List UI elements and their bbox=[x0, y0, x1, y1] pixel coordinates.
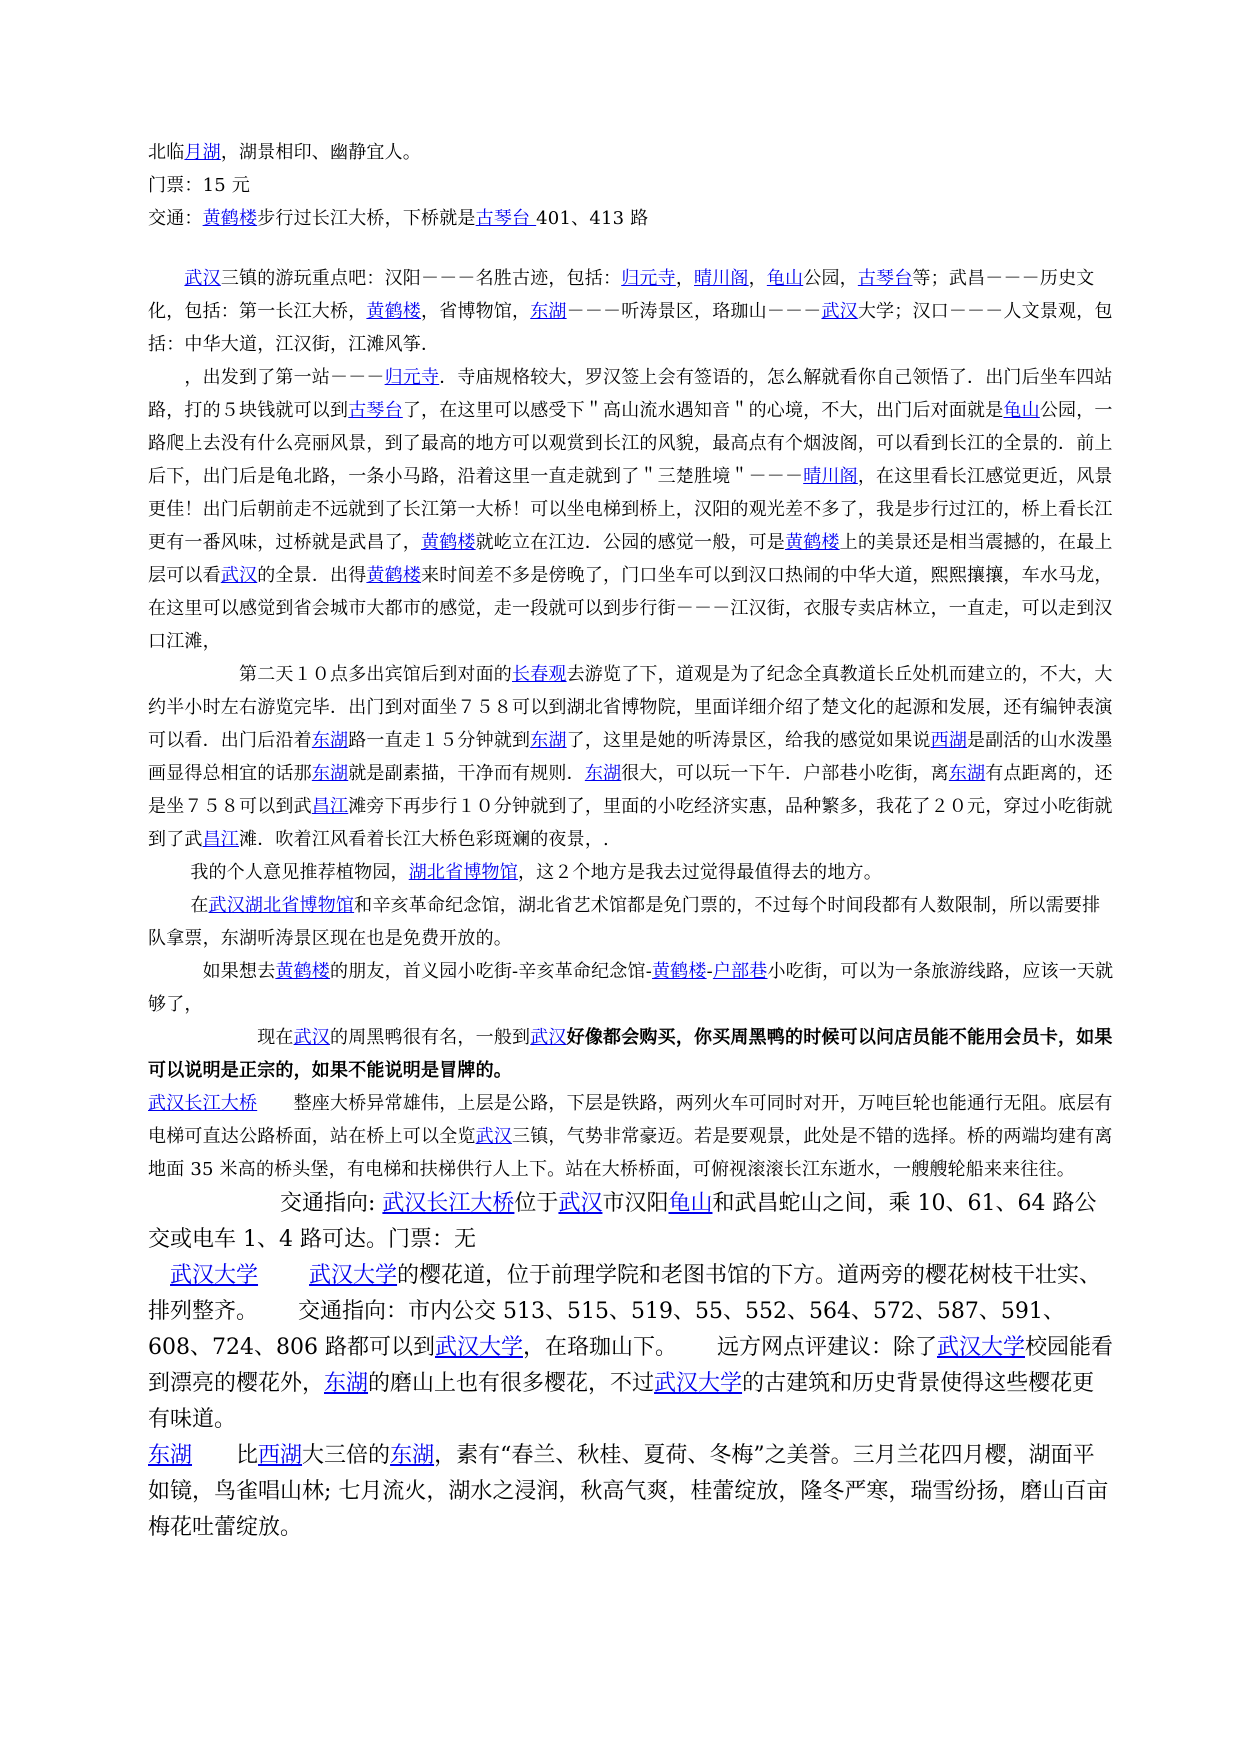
text-run: ．寺庙规格较大，罗汉签上会有签语的，怎么解就看你自己领悟了．出门后坐车四站路，打的５块钱就可以到 bbox=[148, 367, 1113, 421]
text-run: ，素有“春兰、秋桂、夏荷、冬梅”之美誉。三月兰花四月樱，湖面平如镜，鸟雀唱山林; 七月流火，湖水之浸润，秋高气爽，桂蕾绽放，隆冬严寒，瑞雪纷扬，磨山百亩梅花吐蕾绽放。 bbox=[148, 1443, 1109, 1540]
link-wuhan-university[interactable]: 武汉大学 bbox=[654, 1371, 743, 1396]
paragraph-route bbox=[148, 955, 1116, 1021]
link-guiyuansi[interactable]: 归元寺 bbox=[384, 367, 440, 388]
link-huanghelou[interactable]: 黄鹤楼 bbox=[366, 565, 422, 586]
link-wuhan[interactable]: 武汉 bbox=[293, 1027, 331, 1048]
text-run: ，在珞珈山下。 远方网点评建议：除了 bbox=[522, 1335, 937, 1360]
link-guishan[interactable]: 龟山 bbox=[668, 1191, 713, 1216]
link-wuhan[interactable]: 武汉 bbox=[475, 1126, 513, 1147]
document-body bbox=[148, 136, 1116, 1546]
link-guqintai[interactable]: 古琴台 bbox=[475, 208, 537, 229]
text-run: 和武昌蛇山之间，乘 10、61、64 路公交或电车 1、4 路可达。门票：无 bbox=[148, 1191, 1097, 1252]
text-run: 三镇的游玩重点吧：汉阳－－－名胜古迹，包括： bbox=[220, 268, 622, 289]
intro-location: 北临月湖，湖景相印、幽静宜人。 bbox=[148, 142, 422, 163]
link-qingchuange[interactable]: 晴川阁 bbox=[803, 466, 858, 487]
text-run: 就是副素描，干净而有规则． bbox=[348, 763, 585, 784]
text-run: 公园，一路爬上去没有什么亮丽风景，到了最高的地方可以观赏到长江的风貌，最高点有个烟波阁，可以看到长江的全景的．前上后下，出门后是龟北路，一条小马路，沿着这里一直走就到了＂三楚胜境＂－－－ bbox=[148, 400, 1113, 487]
link-guiyuansi[interactable]: 归元寺 bbox=[621, 268, 676, 289]
link-donghu[interactable]: 东湖 bbox=[390, 1443, 435, 1468]
link-wuhan-university[interactable]: 武汉大学 bbox=[434, 1335, 523, 1360]
text-run bbox=[148, 268, 184, 289]
link-wuhan-yangtze-bridge[interactable]: 武汉长江大桥 bbox=[148, 1093, 258, 1114]
text-run: 上的美景还是相当震撼的，在最上层可以看 bbox=[148, 532, 1113, 586]
link-huanghelou[interactable]: 黄鹤楼 bbox=[202, 208, 258, 229]
text-run: ， bbox=[675, 268, 695, 289]
paragraph-east-lake bbox=[148, 1438, 1116, 1546]
text-run: 的朋友，首义园小吃街-辛亥革命纪念馆- bbox=[330, 961, 652, 982]
text-run: 校园能看到漂亮的樱花外， bbox=[148, 1335, 1114, 1396]
link-wuhan-university[interactable]: 武汉大学 bbox=[309, 1263, 398, 1288]
link-huanghelou[interactable]: 黄鹤楼 bbox=[785, 532, 840, 553]
text-run: 滩．吹着江风看着长江大桥色彩斑斓的夜景，. bbox=[239, 829, 609, 850]
link-donghu[interactable]: 东湖 bbox=[324, 1371, 369, 1396]
link-changjiang[interactable]: 昌江 bbox=[202, 829, 240, 850]
text-run: ，这２个地方是我去过觉得最值得去的地方。 bbox=[517, 862, 882, 883]
text-run: 在 bbox=[148, 895, 209, 916]
text-run: 的全景．出得 bbox=[257, 565, 367, 586]
text-run: 的周黑鸭很有名，一般到 bbox=[330, 1027, 531, 1048]
link-xihu[interactable]: 西湖 bbox=[258, 1443, 303, 1468]
text-run: ，省博物馆， bbox=[421, 301, 531, 322]
paragraph-bridge-transport bbox=[148, 1186, 1116, 1258]
paragraph-free-tickets bbox=[148, 889, 1116, 955]
paragraph-wuhan-university bbox=[148, 1258, 1116, 1438]
text-run: 现在 bbox=[148, 1027, 294, 1048]
text-run: 整座大桥异常雄伟，上层是公路，下层是铁路，两列火车可同时对开，万吨巨轮也能通行无阻。底层有电梯可直达公路桥面，站在桥上可以全览 bbox=[148, 1093, 1113, 1147]
link-hubei-museum[interactable]: 湖北省博物馆 bbox=[408, 862, 518, 883]
link-wuhan-university[interactable]: 武汉大学 bbox=[170, 1263, 259, 1288]
text-run: －－－听涛景区，珞珈山－－－ bbox=[566, 301, 822, 322]
text-run: 的磨山上也有很多樱花，不过 bbox=[368, 1371, 655, 1396]
text-run: 我的个人意见推荐植物园， bbox=[148, 862, 409, 883]
link-wuhan[interactable]: 武汉 bbox=[558, 1191, 603, 1216]
paragraph-recommendation bbox=[148, 856, 1116, 889]
text-run: 交通指向: bbox=[148, 1191, 383, 1216]
text-run: 和辛亥革命纪念馆，湖北省艺术馆都是免门票的，不过每个时间段都有人数限制，所以需要排队拿票，东湖听涛景区现在也是免费开放的。 bbox=[148, 895, 1101, 949]
link-hubuxiang[interactable]: 户部巷 bbox=[712, 961, 768, 982]
text-run: 是副活的山水泼墨画显得总相宜的话那 bbox=[148, 730, 1113, 784]
link-wuhan-yangtze-bridge[interactable]: 武汉长江大桥 bbox=[382, 1191, 515, 1216]
text-run bbox=[148, 1263, 170, 1288]
text-run: 比 bbox=[192, 1443, 259, 1468]
text-run: 很大，可以玩一下午．户部巷小吃街，离 bbox=[621, 763, 949, 784]
link-donghu[interactable]: 东湖 bbox=[584, 763, 622, 784]
link-guishan[interactable]: 龟山 bbox=[1003, 400, 1040, 421]
text-run: 市汉阳 bbox=[602, 1191, 669, 1216]
link-donghu[interactable]: 东湖 bbox=[148, 1443, 193, 1468]
link-xihu[interactable]: 西湖 bbox=[930, 730, 968, 751]
text-run: 滩旁下再步行１０分钟就到了，里面的小吃经济实惠，品种繁多，我花了２０元，穿过小吃街就到了武 bbox=[148, 796, 1113, 850]
link-wuhan[interactable]: 武汉 bbox=[220, 565, 258, 586]
text-run: 的古建筑和历史背景使得这些樱花更有味道。 bbox=[148, 1371, 1095, 1432]
link-wuhan[interactable]: 武汉 bbox=[184, 268, 221, 289]
text-run: ，在这里看长江感觉更近，风景更佳！出门后朝前走不远就到了长江第一大桥！可以坐电梯到桥上，汉阳的观光差不多了，我是步行过江的，桥上看长江更有一番风味，过桥就是武昌了， bbox=[148, 466, 1113, 553]
link-qingchuange[interactable]: 晴川阁 bbox=[694, 268, 749, 289]
text-run: ，出发到了第一站－－－ bbox=[148, 367, 385, 388]
text-run bbox=[258, 1263, 309, 1288]
text-run: 就屹立在江边．公园的感觉一般，可是 bbox=[475, 532, 786, 553]
text-run: 的樱花道，位于前理学院和老图书馆的下方。道两旁的樱花树枝干壮实、排列整齐。 交通指向：市内公交 513、515、519、55、552、564、572、587、591、608、724、806 路都可以到 bbox=[148, 1263, 1102, 1360]
text-run: 公园， bbox=[803, 268, 858, 289]
text-run: - bbox=[706, 961, 713, 982]
text-run: 有点距离的，还是坐７５８可以到武 bbox=[148, 763, 1113, 817]
paragraph-yangtze-bridge bbox=[148, 1087, 1116, 1186]
link-donghu[interactable]: 东湖 bbox=[530, 730, 567, 751]
link-guishan[interactable]: 龟山 bbox=[766, 268, 804, 289]
text-run: 去游览了下，道观是为了纪念全真教道长丘处机而建立的，不大，大约半小时左右游览完毕．出门到对面坐７５８可以到湖北省博物院，里面详细介绍了楚文化的起源和发展，还有编钟表演可以看．出门后沿着 bbox=[148, 664, 1113, 751]
link-wuhan[interactable]: 武汉 bbox=[821, 301, 858, 322]
text-run: 路一直走１５分钟就到 bbox=[348, 730, 531, 751]
link-guqintai[interactable]: 古琴台 bbox=[857, 268, 913, 289]
text-run: 了，在这里可以感受下＂高山流水遇知音＂的心境，不大，出门后对面就是 bbox=[402, 400, 1004, 421]
link-wuhan-hubei-museum[interactable]: 武汉湖北省博物馆 bbox=[208, 895, 355, 916]
text-run: 如果想去 bbox=[148, 961, 276, 982]
paragraph-zhouheiya bbox=[148, 1021, 1116, 1087]
link-donghu[interactable]: 东湖 bbox=[948, 763, 986, 784]
paragraph-day-two bbox=[148, 658, 1116, 856]
text-run: 位于 bbox=[514, 1191, 559, 1216]
text-run: 第二天１０点多出宾馆后到对面的 bbox=[148, 664, 512, 685]
text-run: 好像都会购买，你买周黑鸭的时候可以问店员能不能用会员卡，如果可以说明是正宗的，如果不能说明是冒牌的。 bbox=[148, 1027, 1113, 1081]
text-run: 大学；汉口－－－人文景观，包括：中华大道，江汉街，江滩风筝． bbox=[148, 301, 1113, 355]
text-run: 小吃街，可以为一条旅游线路，应该一天就够了， bbox=[148, 961, 1114, 1015]
link-wuhan-university[interactable]: 武汉大学 bbox=[936, 1335, 1025, 1360]
link-huanghelou[interactable]: 黄鹤楼 bbox=[651, 961, 707, 982]
intro-ticket: 门票：15 元 bbox=[148, 175, 251, 196]
link-huanghelou[interactable]: 黄鹤楼 bbox=[421, 532, 476, 553]
link-huanghelou[interactable]: 黄鹤楼 bbox=[366, 301, 422, 322]
paragraph-overview bbox=[148, 262, 1116, 361]
text-run: 了，这里是她的听涛景区，给我的感觉如果说 bbox=[566, 730, 931, 751]
text-run: 来时间差不多是傍晚了，门口坐车可以到汉口热闹的中华大道，熙熙攘攘，车水马龙，在这里可以感觉到省会城市大都市的感觉，走一段就可以到步行街－－－江汉街，衣服专卖店林立，一直走，可以走到汉口江滩， bbox=[148, 565, 1113, 652]
link-changjiang[interactable]: 昌江 bbox=[311, 796, 349, 817]
text-run: 三镇，气势非常豪迈。若是要观景，此处是不错的选择。桥的两端均建有离地面 35 米高的桥头堡，有电梯和扶梯供行人上下。站在大桥桥面，可俯视滚滚长江东逝水，一艘艘轮船来来往往。 bbox=[148, 1126, 1113, 1180]
link-changchunguan[interactable]: 长春观 bbox=[512, 664, 567, 685]
intro-transport: 交通：黄鹤楼步行过长江大桥，下桥就是古琴台 401、413 路 bbox=[148, 208, 649, 229]
link-donghu[interactable]: 东湖 bbox=[530, 301, 567, 322]
link-donghu[interactable]: 东湖 bbox=[311, 730, 349, 751]
text-run: 等；武昌－－－历史文化，包括：第一长江大桥， bbox=[148, 268, 1095, 322]
paragraph-day-one bbox=[148, 361, 1116, 658]
link-donghu[interactable]: 东湖 bbox=[311, 763, 349, 784]
link-guqintai[interactable]: 古琴台 bbox=[348, 400, 403, 421]
link-yuehu[interactable]: 月湖 bbox=[184, 142, 221, 163]
text-run: ， bbox=[748, 268, 767, 289]
text-run: 大三倍的 bbox=[302, 1443, 391, 1468]
link-huanghelou[interactable]: 黄鹤楼 bbox=[275, 961, 331, 982]
link-wuhan[interactable]: 武汉 bbox=[530, 1027, 567, 1048]
